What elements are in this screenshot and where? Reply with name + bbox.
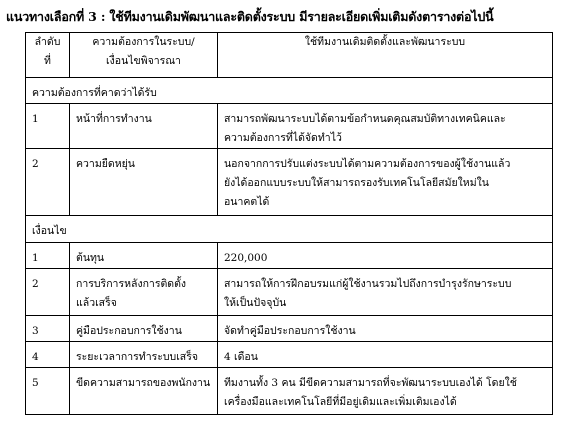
table-row [26,149,553,216]
row-item: คู่มือประกอบการใช้งาน [70,316,218,342]
row-item: ขีดความสามารถของพนักงาน [70,368,218,415]
header-order: ลำดับที่ [26,33,70,78]
table-row [26,368,553,415]
row-description: จัดทำคู่มือประกอบการใช้งาน [218,316,553,342]
header-option: ใช้ทีมงานเดิมติดตั้งและพัฒนาระบบ [218,33,553,78]
alternative-table [25,32,553,415]
row-number: 2 [26,149,70,216]
section-row-expected [26,78,553,104]
table-row [26,269,553,316]
row-item: หน้าที่การทำงาน [70,104,218,149]
table-row [26,104,553,149]
row-number: 1 [26,104,70,149]
row-item: ต้นทุน [70,243,218,269]
row-number: 5 [26,368,70,415]
table-row [26,243,553,269]
table-row [26,342,553,368]
table-header-row [26,33,553,78]
row-number: 3 [26,316,70,342]
row-number: 4 [26,342,70,368]
table-row [26,316,553,342]
row-description: 220,000 [218,243,553,269]
header-requirement: ความต้องการในระบบ/ เงื่อนไขพิจารณา [70,33,218,78]
row-item: การบริการหลังการติดตั้ง แล้วเสร็จ [70,269,218,316]
section-row-conditions [26,216,553,243]
row-description: 4 เดือน [218,342,553,368]
row-item: ความยืดหยุ่น [70,149,218,216]
row-number: 2 [26,269,70,316]
row-description: นอกจากการปรับแต่งระบบได้ตามความต้องการของผู้ใช้งานแล้ว ยังได้ออกแบบระบบให้สามารถรองรับเทคโนโลยีสมัยใหม่ใน อนาคตได้ [218,149,553,216]
row-description: สามารถพัฒนาระบบได้ตามข้อกำหนดคุณสมบัติทางเทคนิคและ ความต้องการที่ได้จัดทำไว้ [218,104,553,149]
row-description: สามารถให้การฝึกอบรมแก่ผู้ใช้งานรวมไปถึงการบำรุงรักษาระบบ ให้เป็นปัจจุบัน [218,269,553,316]
section-title: ความต้องการที่คาดว่าได้รับ [26,78,553,104]
row-description: ทีมงานทั้ง 3 คน มีขีดความสามารถที่จะพัฒนาระบบเองได้ โดยใช้ เครื่องมือและเทคโนโลยีที่มีอยู่เดิมและเพิ่มเติมเองได้ [218,368,553,415]
row-item: ระยะเวลาการทำระบบเสร็จ [70,342,218,368]
row-number: 1 [26,243,70,269]
page-heading: แนวทางเลือกที่ 3 : ใช้ทีมงานเดิมพัฒนาและติดตั้งระบบ มีรายละเอียดเพิ่มเติมดังตารางต่อไปนี้ [6,9,494,24]
section-title: เงื่อนไข [26,216,553,243]
